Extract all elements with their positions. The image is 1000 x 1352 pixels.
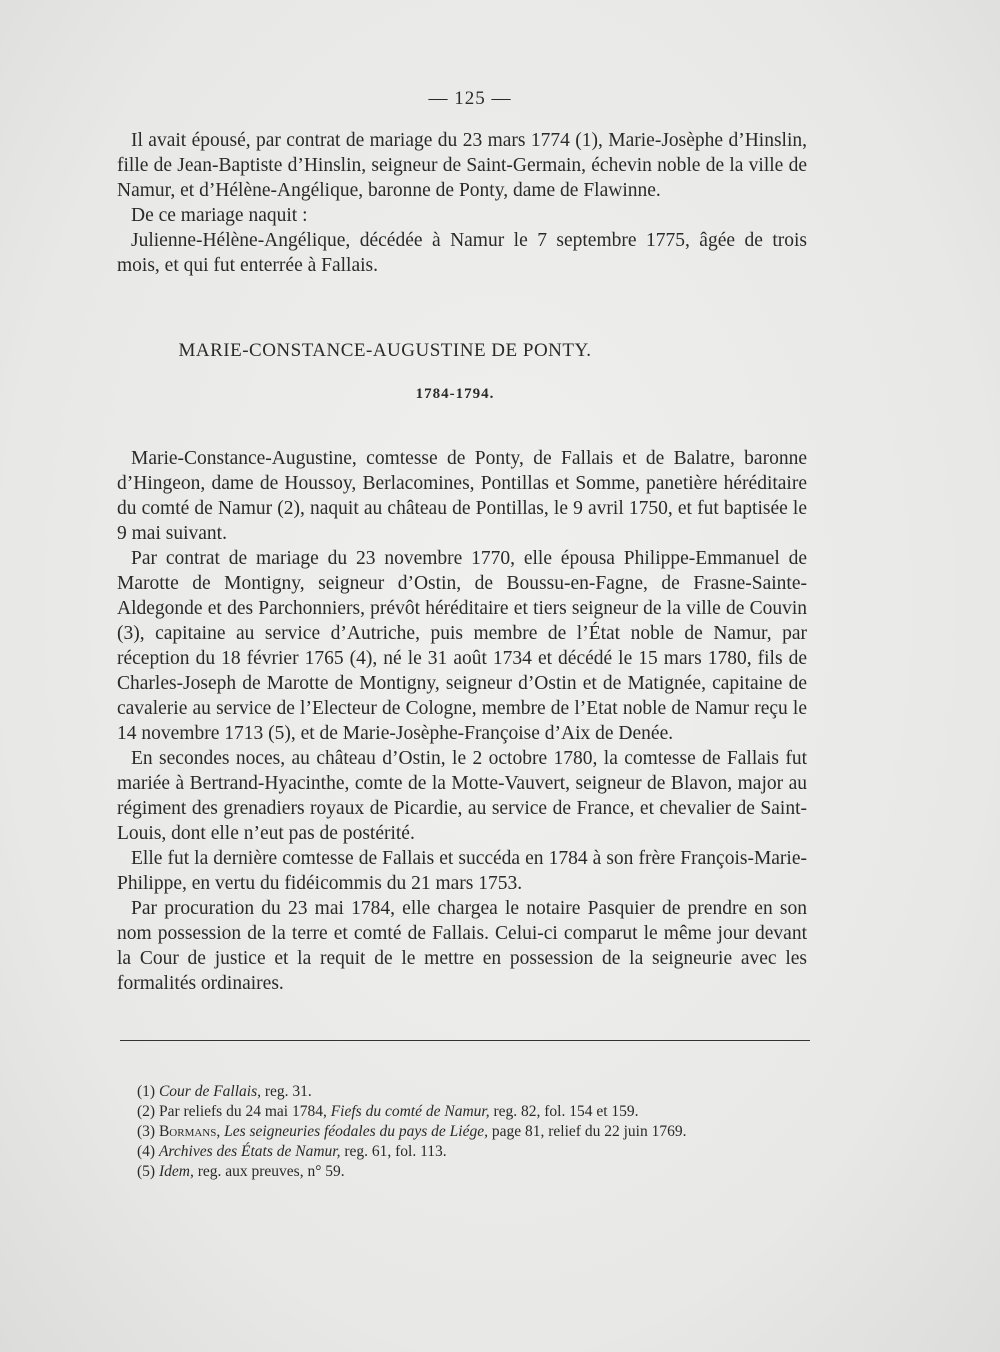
paragraph: Il avait épousé, par contrat de mariage du 23 mars 1774 (1), Marie-Josèphe d’Hinslin, fille de Jean-Baptiste d’Hinslin, seigneur de Saint-Germain, échevin noble de la ville de Namur, et d’Hélène-Angélique, baronne de Ponty, dame de Flawinne. (117, 130, 807, 201)
footnote-divider (120, 1040, 810, 1041)
page-number: — 125 — (428, 88, 512, 109)
footnote-number: (2) (137, 1103, 156, 1120)
footnote-text: reg. 31. (261, 1083, 312, 1100)
footnote-source: Idem, (158, 1163, 194, 1180)
paragraph: Julienne-Hélène-Angélique, décédée à Namur le 7 septembre 1775, âgée de trois mois, et qui fut enterrée à Fallais. (117, 230, 807, 276)
footnote-author: Bormans, (158, 1123, 221, 1140)
section-title: MARIE-CONSTANCE-AUGUSTINE DE PONTY. (178, 340, 592, 361)
paragraph: Par contrat de mariage du 23 novembre 1770, elle épousa Philippe-Emmanuel de Marotte de Montigny, seigneur d’Ostin, de Boussu-en-Fagne, de Frasne-Sainte-Aldegonde et des Parchonniers, prévôt héréditaire et tiers seigneur de la ville de Couvin (3), capitaine au service d’Autriche, puis membre de l’État noble de Namur, par réception du 18 février 1765 (4), né le 31 août 1734 et décédé le 15 mars 1780, fils de Charles-Joseph de Marotte de Montigny, seigneur d’Ostin et de Matignée, capitaine de cavalerie au service de l’Electeur de Cologne, membre de l’Etat noble de Namur reçu le 14 novembre 1713 (5), et de Marie-Josèphe-Françoise d’Aix de Denée. (117, 548, 807, 744)
paragraph: Marie-Constance-Augustine, comtesse de Ponty, de Fallais et de Balatre, baronne d’Hingeon, dame de Houssoy, Berlacomines, Pontillas et Somme, panetière héréditaire du comté de Namur (2), naquit au château de Pontillas, le 9 avril 1750, et fut baptisée le 9 mai suivant. (117, 448, 807, 544)
footnote-text: page 81, relief du 22 juin 1769. (488, 1123, 687, 1140)
footnote-text: Par reliefs du 24 mai 1784, (158, 1103, 331, 1120)
footnote (137, 1162, 817, 1182)
footnote (137, 1122, 817, 1142)
footnote-number: (1) (137, 1083, 156, 1100)
paragraph: Par procuration du 23 mai 1784, elle chargea le notaire Pasquier de prendre en son nom possession de la terre et comté de Fallais. Celui-ci comparut le même jour devant la Cour de justice et la requit de le mettre en possession de la seigneurie avec les formalités ordinaires. (117, 898, 807, 994)
footnote-number: (4) (137, 1143, 156, 1160)
footnote-source: Les seigneuries féodales du pays de Liége, (224, 1123, 488, 1140)
footnote-source: Cour de Fallais, (158, 1083, 261, 1100)
paragraph: En secondes noces, au château d’Ostin, le 2 octobre 1780, la comtesse de Fallais fut mariée à Bertrand-Hyacinthe, comte de la Motte-Vauvert, seigneur de Blavon, major au régiment des grenadiers royaux de Picardie, au service de France, et chevalier de Saint-Louis, dont elle n’eut pas de postérité. (117, 748, 807, 844)
footnote (137, 1142, 817, 1162)
footnote (137, 1102, 817, 1122)
intro-text (117, 128, 807, 278)
footnote-source: Fiefs du comté de Namur, (330, 1103, 490, 1120)
footnotes (137, 1082, 817, 1182)
footnote-text: reg. 61, fol. 113. (340, 1143, 447, 1160)
footnote-text: reg. 82, fol. 154 et 159. (489, 1103, 639, 1120)
footnote-source: Archives des États de Namur, (158, 1143, 341, 1160)
footnote (137, 1082, 817, 1102)
section-dates: 1784-1794. (415, 386, 495, 402)
paragraph: Elle fut la dernière comtesse de Fallais et succéda en 1784 à son frère François-Marie-Philippe, en vertu du fidéicommis du 21 mars 1753. (117, 848, 807, 894)
footnote-text: reg. aux preuves, n° 59. (193, 1163, 345, 1180)
paragraph: De ce mariage naquit : (131, 205, 308, 226)
footnote-number: (5) (137, 1163, 156, 1180)
footnote-number: (3) (137, 1123, 156, 1140)
main-text (117, 446, 807, 996)
